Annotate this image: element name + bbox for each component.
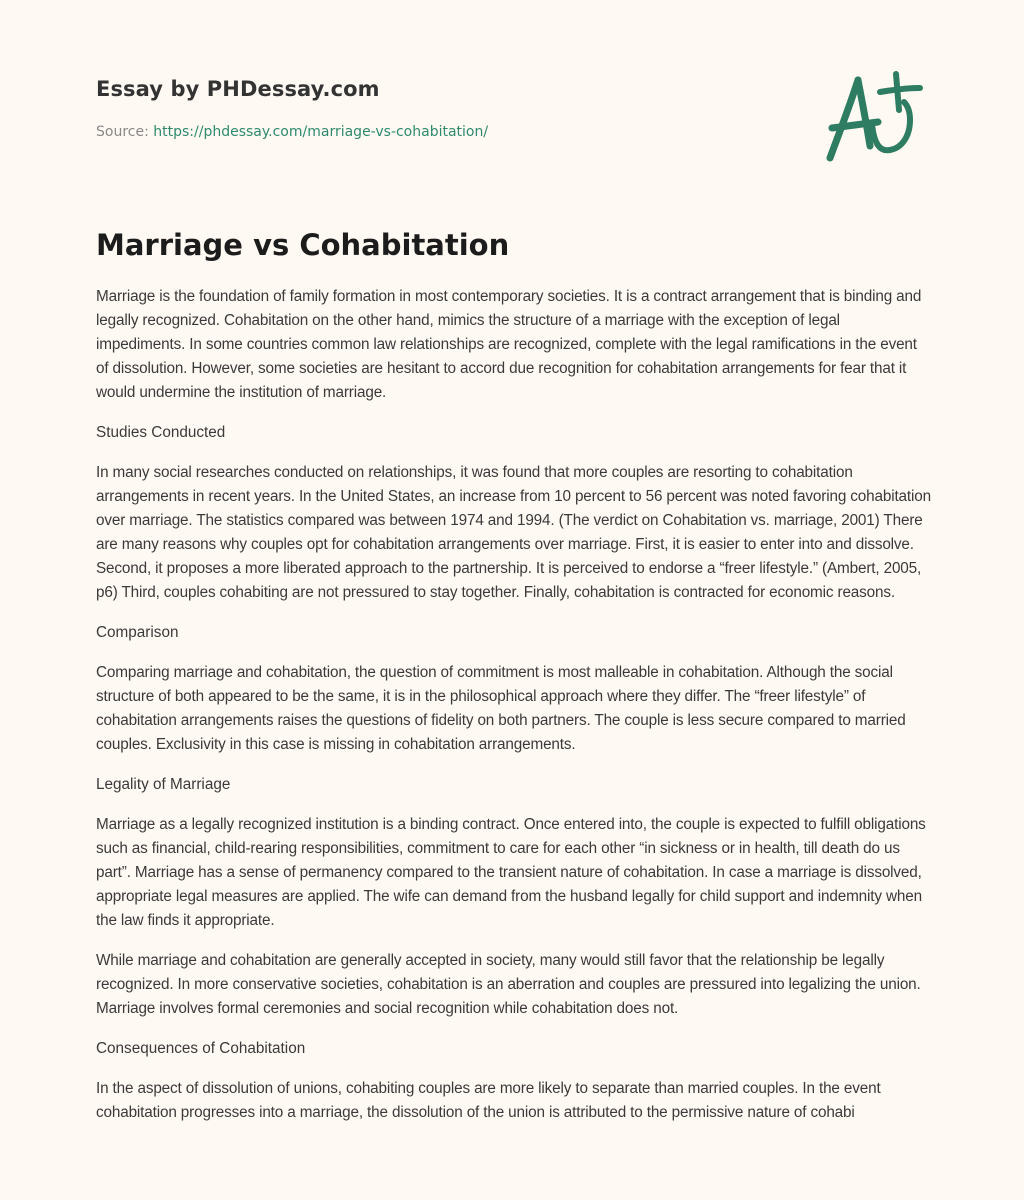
- section-paragraph: In many social researches conducted on relationships, it was found that more couples are resorting to cohabitation arrangements in recent years. In the United States, an increase from 10 percent to 56 percent was noted favoring cohabitation over marriage. The statistics compared was between 1974 and 1994. (The verdict on Cohabitation vs. marriage, 2001) There are many reasons why couples opt for cohabitation arrangements over marriage. First, it is easier to enter into and dissolve. Second, it proposes a more liberated approach to the partnership. It is perceived to endorse a “freer lifestyle.” (Ambert, 2005, p6) Third, couples cohabiting are not pressured to stay together. Finally, cohabitation is contracted for economic reasons.: [96, 464, 931, 601]
- site-title: Essay by PHDessay.com: [96, 77, 380, 101]
- intro-paragraph: Marriage is the foundation of family formation in most contemporary societies. It is a contract arrangement that is binding and legally recognized. Cohabitation on the other hand, mimics the structure of a marriage with the exception of legal impediments. In some countries common law relationships are recognized, complete with the legal ramifications in the event of dissolution. However, some societies are hesitant to accord due recognition for cohabitation arrangements for fear that it would undermine the institution of marriage.: [96, 288, 922, 401]
- section-heading: Consequences of Cohabitation: [96, 1040, 306, 1057]
- section-consequences-of-cohabitation: [96, 1037, 932, 1125]
- source-link[interactable]: https://phdessay.com/marriage-vs-cohabitation/: [153, 124, 489, 140]
- source-label: Source:: [96, 124, 149, 140]
- section-paragraph: Marriage as a legally recognized institution is a binding contract. Once entered into, the couple is expected to fulfill obligations such as financial, child-rearing responsibilities, commitment to care for each other “in sickness or in health, till death do us part”. Marriage has a sense of permanency compared to the transient nature of cohabitation. In case a marriage is dissolved, appropriate legal measures are applied. The wife can demand from the husband legally for child support and indemnity when the law finds it appropriate.: [96, 816, 926, 929]
- section-studies-conducted: [96, 421, 932, 605]
- a-plus-grade-icon: [818, 66, 930, 166]
- section-legality-of-marriage: [96, 773, 932, 1021]
- essay-body: [96, 285, 932, 1141]
- section-paragraph: Comparing marriage and cohabitation, the question of commitment is most malleable in cohabitation. Although the social structure of both appeared to be the same, it is in the philosophical approach where they differ. The “freer lifestyle” of cohabitation arrangements raises the questions of fidelity on both partners. The couple is less secure compared to married couples. Exclusivity in this case is missing in cohabitation arrangements.: [96, 664, 906, 753]
- section-paragraph: In the aspect of dissolution of unions, cohabiting couples are more likely to separate than married couples. In the event cohabitation progresses into a marriage, the dissolution of the union is attributed to the permissive nature of cohabi: [96, 1080, 881, 1121]
- section-heading: Comparison: [96, 624, 179, 641]
- section-paragraph: While marriage and cohabitation are generally accepted in society, many would still favor that the relationship be legally recognized. In more conservative societies, cohabitation is an aberration and couples are pressured into legalizing the union. Marriage involves formal ceremonies and social recognition while cohabitation does not.: [96, 952, 921, 1017]
- section-comparison: [96, 621, 932, 757]
- page-header: [96, 74, 796, 142]
- section-heading: Legality of Marriage: [96, 776, 231, 793]
- source-line: [96, 122, 796, 142]
- essay-title: Marriage vs Cohabitation: [96, 228, 510, 262]
- section-heading: Studies Conducted: [96, 424, 226, 441]
